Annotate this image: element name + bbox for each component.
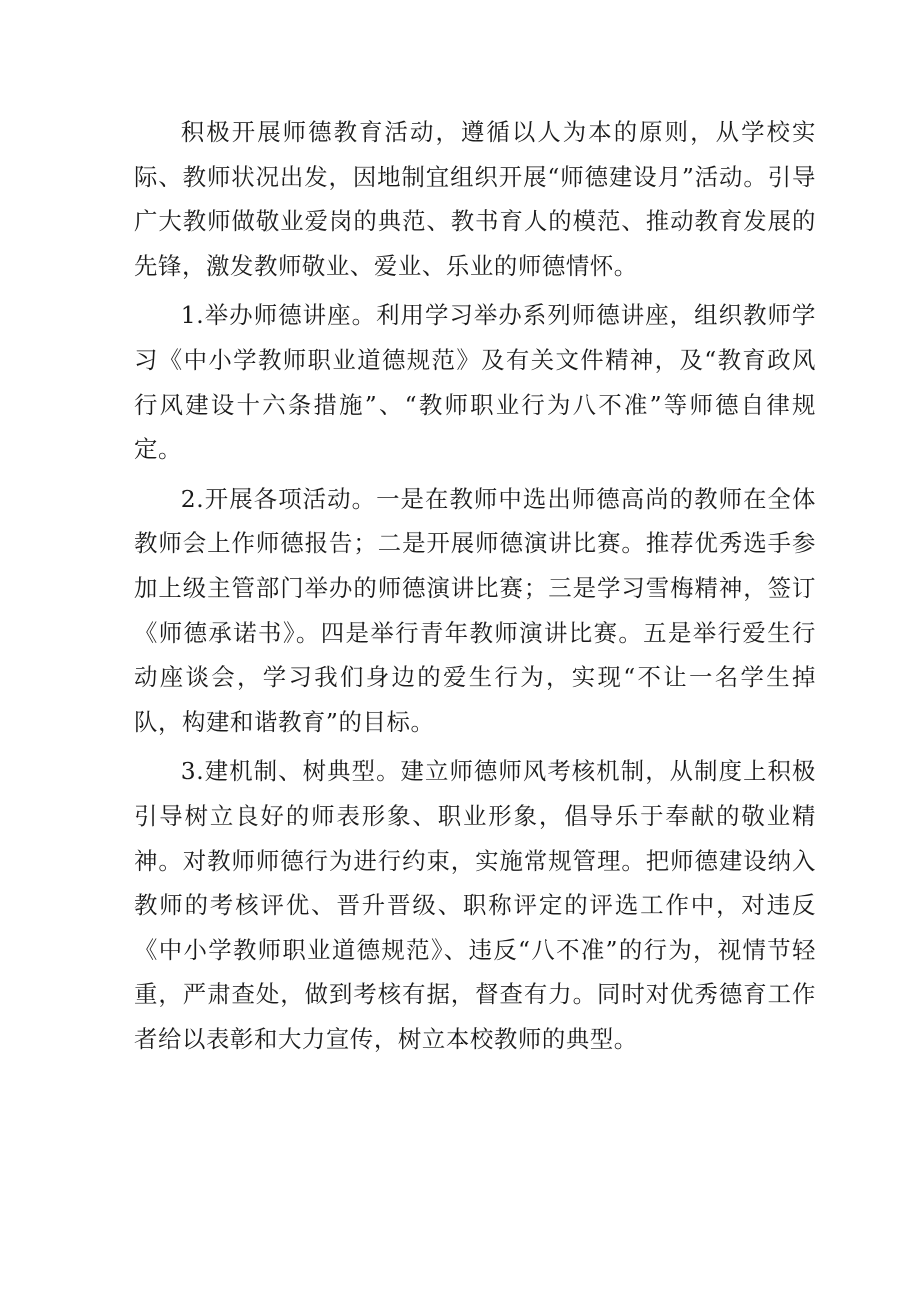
section-1-paragraph: 1.举办师德讲座。利用学习举办系列师德讲座，组织教师学习《中小学教师职业道德规范》及有关文件精神，及“教育政风行风建设十六条措施”、“教师职业行为八不准”等师德自律规定。 [134,301,816,464]
document-body [134,110,816,1066]
intro-paragraph: 积极开展师德教育活动，遵循以人为本的原则，从学校实际、教师状况出发，因地制宜组织开展“师德建设月”活动。引导广大教师做敬业爱岗的典范、教书育人的模范、推动教育发展的先锋，激发教师敬业、爱业、乐业的师德情怀。 [134,118,816,280]
section-3-paragraph: 3.建机制、树典型。建立师德师风考核机制，从制度上积极引导树立良好的师表形象、职业形象，倡导乐于奉献的敬业精神。对教师师德行为进行约束，实施常规管理。把师德建设纳入教师的考核评优、晋升晋级、职称评定的评选工作中，对违反《中小学教师职业道德规范》、违反“八不准”的行为，视情节轻重，严肃查处，做到考核有据，督查有力。同时对优秀德育工作者给以表彰和大力宣传，树立本校教师的典型。 [134,757,816,1053]
section-2-paragraph: 2.开展各项活动。一是在教师中选出师德高尚的教师在全体教师会上作师德报告；二是开展师德演讲比赛。推荐优秀选手参加上级主管部门举办的师德演讲比赛；三是学习雪梅精神，签订《师德承诺书》。四是举行青年教师演讲比赛。五是举行爱生行动座谈会，学习我们身边的爱生行为，实现“不让一名学生掉队，构建和谐教育”的目标。 [134,484,816,736]
